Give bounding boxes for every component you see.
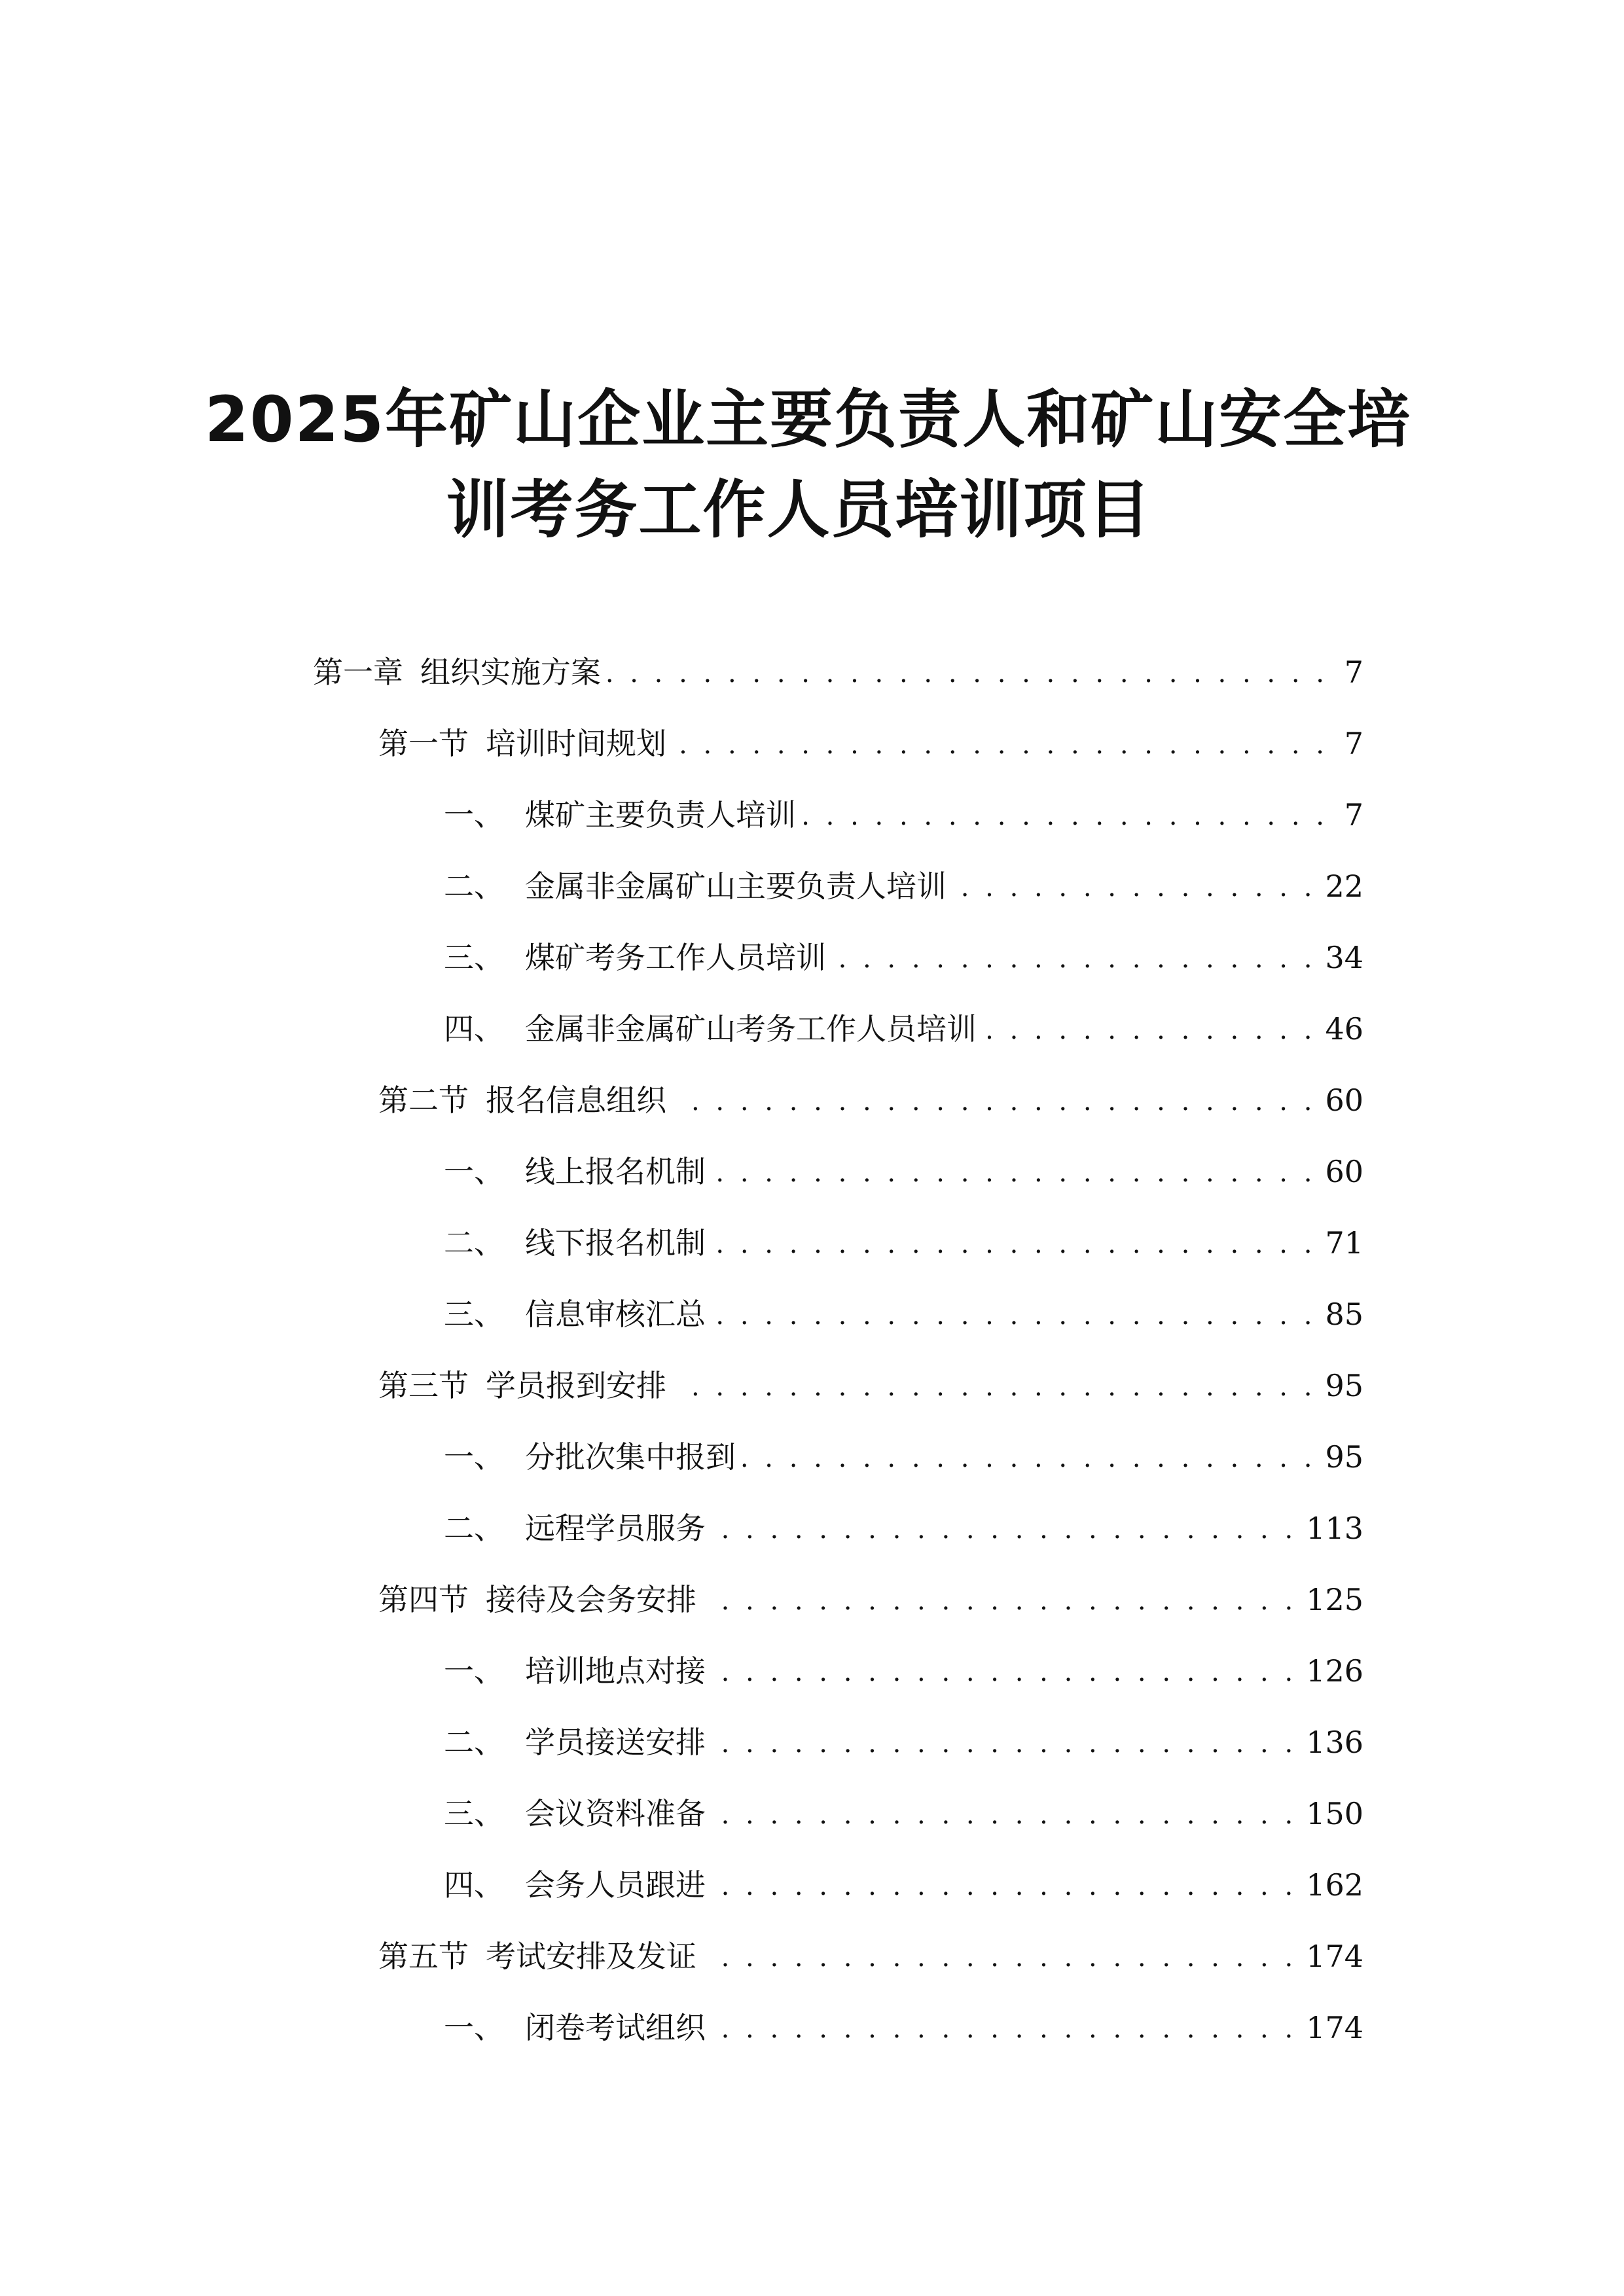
toc-entry-page: 7 [1344, 726, 1363, 761]
toc-entry-label: 煤矿考务工作人员培训 [525, 940, 826, 975]
toc-entry-label: 分批次集中报到 [525, 1439, 736, 1475]
toc-entry-page: 162 [1306, 1867, 1363, 1903]
toc-entry-page: 125 [1306, 1582, 1363, 1617]
toc-dot-leader [712, 2005, 1297, 2051]
toc-dot-leader [712, 1862, 1297, 1908]
toc-entry-label: 远程学员服务 [525, 1511, 706, 1546]
toc-entry-label: 会议资料准备 [525, 1796, 706, 1831]
toc-entry-page: 95 [1325, 1368, 1363, 1403]
document-title-line-1: 2025年矿山企业主要负责人和矿山安全培 [204, 383, 1412, 457]
toc-entry-label: 学员报到安排 [486, 1368, 666, 1403]
toc-entry-number: 第三节 [378, 1368, 469, 1403]
toc-entry-page: 60 [1325, 1083, 1363, 1118]
toc-entry-subsection[interactable] [444, 1791, 1363, 1837]
toc-entry-label: 金属非金属矿山考务工作人员培训 [525, 1011, 977, 1047]
toc-entry-number: 三、 [444, 1796, 504, 1831]
toc-entry-subsection[interactable] [444, 1719, 1363, 1765]
toc-dot-leader [703, 1577, 1297, 1623]
toc-entry-section-2[interactable] [378, 1077, 1363, 1123]
toc-entry-subsection[interactable] [444, 1862, 1363, 1908]
toc-entry-page: 46 [1325, 1011, 1363, 1047]
toc-dot-leader [673, 1077, 1316, 1123]
toc-entry-number: 二、 [444, 869, 504, 904]
toc-dot-leader [833, 935, 1316, 980]
toc-entry-number: 二、 [444, 1225, 504, 1261]
toc-entry-page: 60 [1325, 1154, 1363, 1189]
toc-entry-label: 闭卷考试组织 [525, 2010, 706, 2045]
toc-entry-label: 培训时间规划 [486, 726, 666, 761]
toc-entry-chapter-1[interactable] [313, 649, 1363, 695]
toc-entry-page: 113 [1306, 1511, 1363, 1546]
toc-dot-leader [712, 1291, 1316, 1337]
toc-dot-leader [673, 1363, 1316, 1408]
toc-entry-number: 一、 [444, 1653, 504, 1689]
toc-entry-page: 34 [1325, 940, 1363, 975]
toc-entry-page: 126 [1306, 1653, 1363, 1689]
toc-entry-page: 136 [1306, 1725, 1363, 1760]
toc-dot-leader [712, 1719, 1297, 1765]
toc-entry-number: 第五节 [378, 1939, 469, 1974]
toc-entry-number: 第一章 [313, 655, 403, 690]
toc-dot-leader [673, 721, 1328, 766]
toc-entry-number: 二、 [444, 1725, 504, 1760]
toc-dot-leader [712, 1648, 1297, 1694]
toc-entry-number: 第二节 [378, 1083, 469, 1118]
toc-dot-leader [803, 792, 1328, 838]
toc-entry-subsection[interactable] [444, 2005, 1363, 2051]
toc-dot-leader [742, 1434, 1316, 1480]
toc-entry-subsection[interactable] [444, 1434, 1363, 1480]
toc-entry-section-4[interactable] [378, 1577, 1363, 1623]
toc-entry-number: 四、 [444, 1011, 504, 1047]
toc-entry-number: 一、 [444, 1154, 504, 1189]
toc-dot-leader [607, 649, 1328, 695]
toc-entry-page: 85 [1325, 1297, 1363, 1332]
toc-entry-label: 考试安排及发证 [486, 1939, 696, 1974]
document-title-line-2: 训考务工作人员培训项目 [446, 473, 1152, 547]
toc-entry-subsection[interactable] [444, 1006, 1363, 1052]
toc-entry-label: 接待及会务安排 [486, 1582, 696, 1617]
toc-entry-page: 7 [1344, 797, 1363, 833]
toc-dot-leader [712, 1149, 1316, 1194]
toc-entry-subsection[interactable] [444, 935, 1363, 980]
toc-entry-page: 22 [1325, 869, 1363, 904]
toc-entry-subsection[interactable] [444, 1149, 1363, 1194]
toc-entry-subsection[interactable] [444, 1648, 1363, 1694]
toc-entry-number: 二、 [444, 1511, 504, 1546]
toc-entry-number: 三、 [444, 1297, 504, 1332]
toc-entry-label: 金属非金属矿山主要负责人培训 [525, 869, 947, 904]
toc-entry-label: 信息审核汇总 [525, 1297, 706, 1332]
toc-entry-section-1[interactable] [378, 721, 1363, 766]
toc-entry-label: 线下报名机制 [525, 1225, 706, 1261]
toc-entry-subsection[interactable] [444, 792, 1363, 838]
toc-entry-page: 174 [1306, 1939, 1363, 1974]
toc-entry-subsection[interactable] [444, 1505, 1363, 1551]
toc-entry-label: 学员接送安排 [525, 1725, 706, 1760]
toc-entry-number: 三、 [444, 940, 504, 975]
toc-entry-page: 174 [1306, 2010, 1363, 2045]
toc-entry-number: 四、 [444, 1867, 504, 1903]
toc-dot-leader [712, 1791, 1297, 1837]
toc-dot-leader [712, 1505, 1297, 1551]
toc-entry-section-5[interactable] [378, 1933, 1363, 1979]
toc-dot-leader [703, 1933, 1297, 1979]
toc-entry-label: 组织实施方案 [420, 655, 601, 690]
toc-entry-subsection[interactable] [444, 863, 1363, 909]
toc-entry-page: 7 [1344, 655, 1363, 690]
toc-entry-page: 150 [1306, 1796, 1363, 1831]
toc-entry-number: 第四节 [378, 1582, 469, 1617]
toc-dot-leader [712, 1220, 1316, 1266]
toc-entry-number: 一、 [444, 2010, 504, 2045]
toc-entry-label: 报名信息组织 [486, 1083, 666, 1118]
toc-entry-number: 第一节 [378, 726, 469, 761]
toc-entry-section-3[interactable] [378, 1363, 1363, 1408]
toc-entry-label: 会务人员跟进 [525, 1867, 706, 1903]
toc-dot-leader [983, 1006, 1316, 1052]
toc-dot-leader [953, 863, 1316, 909]
toc-entry-page: 71 [1325, 1225, 1363, 1261]
toc-entry-subsection[interactable] [444, 1291, 1363, 1337]
toc-entry-number: 一、 [444, 797, 504, 833]
toc-entry-label: 培训地点对接 [525, 1653, 706, 1689]
toc-entry-label: 线上报名机制 [525, 1154, 706, 1189]
toc-entry-page: 95 [1325, 1439, 1363, 1475]
toc-entry-label: 煤矿主要负责人培训 [525, 797, 796, 833]
toc-entry-subsection[interactable] [444, 1220, 1363, 1266]
toc-entry-number: 一、 [444, 1439, 504, 1475]
